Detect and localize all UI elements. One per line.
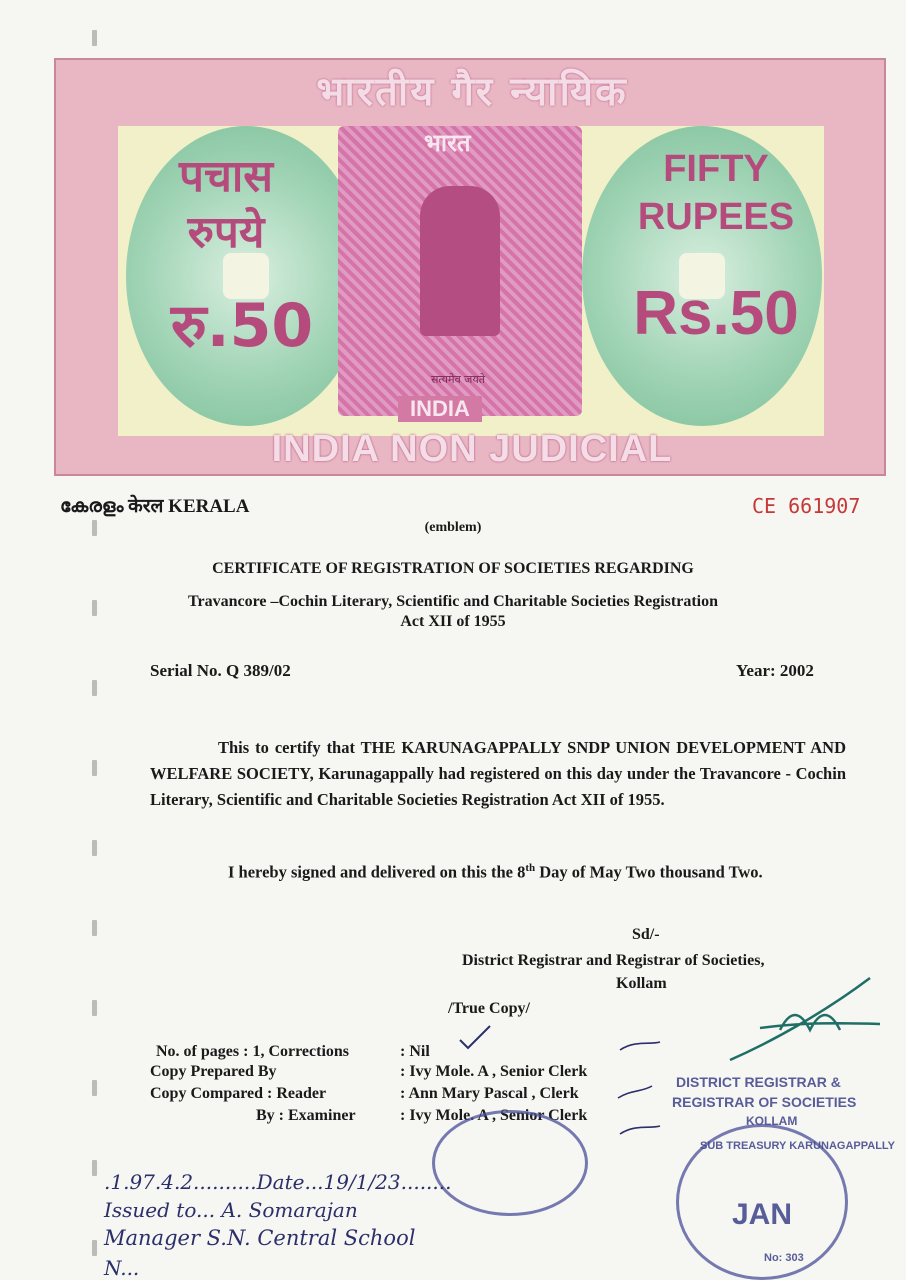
copy-info-value-pages: : Nil [400,1043,430,1060]
stamp-en-fifty: FIFTY [663,148,769,190]
certificate-title: CERTIFICATE OF REGISTRATION OF SOCIETIES REGARDING [212,560,694,577]
stamp-hindi-fifty: पचास [178,151,274,202]
handwritten-line-2: Issued to... A. Somarajan [104,1198,358,1222]
stamp-bottom-label: INDIA NON JUDICIAL [271,428,673,470]
copy-info-label-pages: No. of pages : 1, Corrections [156,1043,350,1060]
handwritten-line-4: N... [104,1256,140,1280]
stamp-en-rupees: RUPEES [637,196,795,238]
copy-info-label-examiner: By : Examiner [256,1107,356,1124]
serial-number: Serial No. Q 389/02 [150,661,291,680]
treasury-seal-date: JAN [732,1198,793,1231]
registrar-seal-line-3: KOLLAM [746,1114,798,1128]
stamp-top-hindi: भारतीय गैर न्यायिक [316,69,628,115]
handwritten-line-1: .1.97.4.2..........Date...19/1/23........ [104,1170,452,1194]
stamp-hindi-value: रु.50 [170,291,314,361]
state-label: കേരളം केरल KERALA [60,496,250,517]
copy-info-value-examiner: : Ivy Mole. A , Senior Clerk [400,1107,588,1124]
year: Year: 2002 [736,661,814,680]
office-round-seal [432,1110,588,1216]
treasury-seal-number: No: 303 [764,1252,804,1264]
stamp-paper [54,58,886,476]
registrar-title: District Registrar and Registrar of Societies, [462,952,765,969]
certificate-paragraph-2: I hereby signed and delivered on this the 8th Day of May Two thousand Two. [228,862,763,882]
certificate-subtitle-2: Act XII of 1955 [400,613,506,630]
stamp-motto: सत्यमेव जयते [430,373,485,386]
signed-mark: Sd/- [632,926,660,943]
registrar-place: Kollam [616,975,667,992]
stamp-serial-number: CE 661907 [752,494,861,518]
treasury-seal-text: SUB TREASURY KARUNAGAPPALLY [700,1140,895,1152]
true-copy-label: /True Copy/ [448,1000,530,1017]
emblem-note: (emblem) [424,520,482,535]
copy-info-value-compared: : Ann Mary Pascal , Clerk [400,1085,579,1102]
clerk-initials [600,1030,680,1150]
registrar-signature [720,968,890,1078]
copy-info-label-prepared: Copy Prepared By [150,1063,277,1080]
registrar-seal-line-1: DISTRICT REGISTRAR & [676,1074,841,1090]
certificate-paragraph-1: This to certify that THE KARUNAGAPPALLY SNDP UNION DEVELOPMENT AND WELFARE SOCIETY, Karunagappally had registered on this day under the Travancore - Cochin Literary, Scientific and Charitable Societies Registration Act XII of 1955. [150,738,846,809]
stamp-hindi-rupees: रुपये [187,207,265,258]
stamp-india-label: INDIA [398,396,482,422]
stamp-en-value: Rs.50 [633,279,799,348]
stamp-bharat: भारत [424,129,471,157]
copy-info-value-prepared: : Ivy Mole. A , Senior Clerk [400,1063,588,1080]
certificate-subtitle-1: Travancore –Cochin Literary, Scientific and Charitable Societies Registration [187,593,718,610]
registrar-seal-line-2: REGISTRAR OF SOCIETIES [672,1094,857,1110]
handwritten-line-3: Manager S.N. Central School [104,1226,416,1250]
copy-info-label-compared: Copy Compared : Reader [150,1085,327,1102]
tick-mark [456,1022,496,1052]
